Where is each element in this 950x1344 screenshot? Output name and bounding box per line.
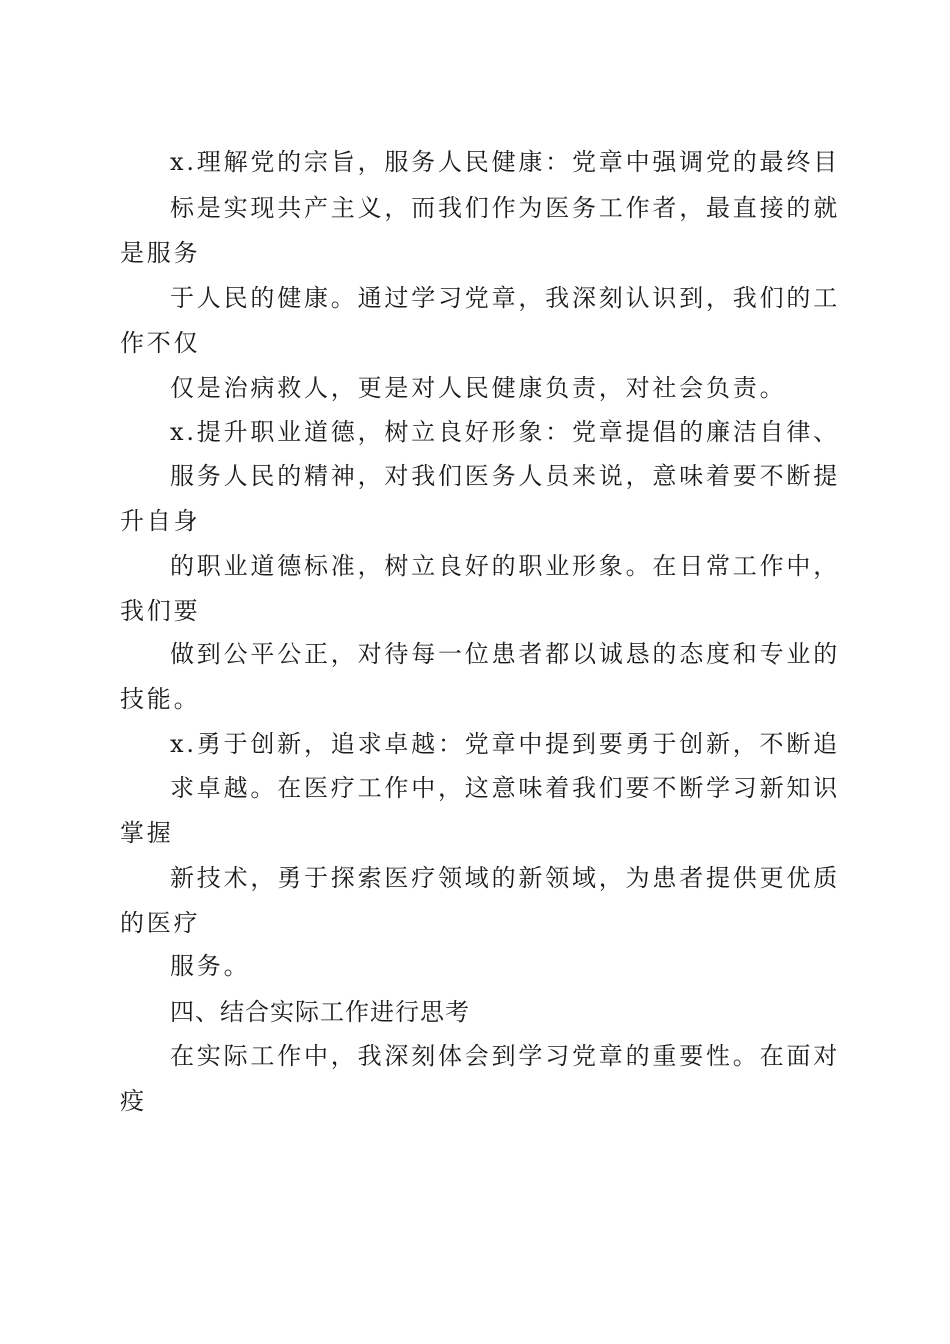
- paragraph-1: [120, 140, 840, 185]
- paragraph-line: 新技术，勇于探索医疗领域的新领域，为患者提供更优质: [170, 864, 840, 892]
- paragraph-line: 于人民的健康。通过学习党章，我深刻认识到，我们的工: [170, 284, 840, 312]
- paragraph-line: 技能。: [120, 685, 201, 713]
- paragraph-line: 我们要: [120, 597, 201, 625]
- paragraph-2: [120, 186, 840, 276]
- paragraph-5: [120, 410, 840, 455]
- paragraph-6: [120, 454, 840, 544]
- paragraph-9: [120, 722, 840, 767]
- paragraph-3: [120, 276, 840, 366]
- paragraph-line: 做到公平公正，对待每一位患者都以诚恳的态度和专业的: [170, 640, 840, 668]
- paragraph-line: 标是实现共产主义，而我们作为医务工作者，最直接的就: [170, 194, 840, 222]
- paragraph-11: [120, 856, 840, 946]
- heading-text: 四、结合实际工作进行思考: [170, 998, 470, 1026]
- paragraph-line: 服务。: [170, 952, 251, 980]
- paragraph-line: 服务人民的精神，对我们医务人员来说，意味着要不断提: [170, 462, 840, 490]
- paragraph-14: [120, 1034, 840, 1124]
- paragraph-line: 的职业道德标准，树立良好的职业形象。在日常工作中，: [170, 552, 840, 580]
- paragraph-8: [120, 632, 840, 722]
- paragraph-line: 是服务: [120, 239, 201, 267]
- paragraph-line: 升自身: [120, 507, 201, 535]
- paragraph-line: x.理解党的宗旨，服务人民健康：党章中强调党的最终目: [170, 148, 840, 176]
- paragraph-line: 掌握: [120, 819, 174, 847]
- paragraph-line: 作不仅: [120, 329, 201, 357]
- paragraph-10: [120, 766, 840, 856]
- paragraph-line: 仅是治病救人，更是对人民健康负责，对社会负责。: [170, 374, 787, 402]
- paragraph-line: x.勇于创新，追求卓越：党章中提到要勇于创新，不断追: [170, 730, 840, 758]
- paragraph-line: x.提升职业道德，树立良好形象：党章提倡的廉洁自律、: [170, 418, 840, 446]
- section-heading: [120, 990, 840, 1035]
- paragraph-line: 求卓越。在医疗工作中，这意味着我们要不断学习新知识: [170, 774, 840, 802]
- paragraph-4: [120, 366, 840, 411]
- paragraph-line: 在实际工作中，我深刻体会到学习党章的重要性。在面对: [170, 1042, 840, 1070]
- paragraph-line: 疫: [120, 1087, 147, 1115]
- paragraph-7: [120, 544, 840, 634]
- paragraph-12: [120, 944, 840, 989]
- paragraph-line: 的医疗: [120, 909, 201, 937]
